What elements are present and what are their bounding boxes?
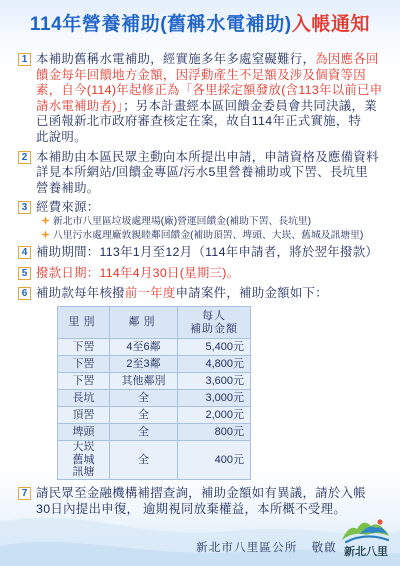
- item-1-line-6-text: 此說明。: [36, 129, 87, 144]
- item-5-text: [36, 266, 394, 282]
- table-row: [58, 390, 251, 407]
- table-row: [58, 424, 251, 441]
- subsidy-period: 補助期間：113年1月至12月（114年申請者，將於翌年撥款）: [36, 245, 379, 259]
- item-1-line-3: [36, 83, 394, 99]
- cell-neighborhood: 其他鄰別: [110, 373, 178, 390]
- item-7-line-2: 30日內提出申復， 逾期視同放棄權益，本所概不受理。: [36, 501, 347, 516]
- item-6-text-after: 申請案件，補助金額如下：: [175, 286, 328, 300]
- notice-item-6: [0, 286, 400, 302]
- cell-neighborhood: 全: [110, 407, 178, 424]
- header-amount: [178, 307, 251, 339]
- page-title: [0, 12, 400, 38]
- notice-item-3: [0, 200, 400, 241]
- item-1-line-4: [36, 99, 394, 115]
- cell-amount: 800元: [178, 424, 251, 441]
- office-name: 新北市八里區公所: [196, 542, 298, 554]
- table-row: [58, 339, 251, 356]
- item-1-line-6: [36, 130, 394, 146]
- item-2-line-3: 營養補助。: [36, 180, 100, 195]
- cell-village-line: 舊城: [72, 453, 95, 466]
- cell-village: 長坑: [58, 390, 110, 407]
- header-amount-line-2: 補助金額: [190, 322, 238, 335]
- item-number-badge: 2: [18, 151, 31, 164]
- notice-item-5: [0, 266, 400, 282]
- item-1-line-4-text: ；另本計畫經本區回饋金委員會共同決議，業: [123, 98, 377, 113]
- item-1-line-1: [36, 52, 394, 68]
- subsidy-amount-table: [57, 306, 251, 480]
- cell-neighborhood: 全: [110, 390, 178, 407]
- cell-amount: 3,000元: [178, 390, 251, 407]
- title-highlight: 入帳通知: [291, 14, 371, 35]
- item-6-line: [36, 286, 394, 302]
- item-1-line-2-highlight: 饋金每年回饋地方金額，因浮動產生不足額及涉及個資等因: [36, 67, 366, 82]
- cell-village: [58, 441, 110, 480]
- cell-neighborhood: 全: [110, 424, 178, 441]
- logo-text: 新北八里: [344, 546, 388, 558]
- table-row: [58, 407, 251, 424]
- item-1-line-4-highlight: 請水電補助者)」: [36, 98, 124, 113]
- table-row: [58, 373, 251, 390]
- item-4-text: [36, 245, 394, 261]
- payment-date: 撥款日期：114年4月30日(星期三)。: [36, 265, 240, 280]
- item-7-text: [36, 486, 394, 517]
- item-number-badge: 4: [18, 246, 31, 259]
- item-2-text: [36, 150, 394, 197]
- table-header-row: [58, 307, 251, 339]
- signature-line: [196, 541, 337, 555]
- closing-word: 敬啟: [311, 542, 338, 554]
- item-7-line-1: 請民眾至金融機構補摺查詢，補助金額如有異議，請於入帳: [36, 486, 366, 500]
- item-1-line-1-highlight: 為因應各回: [315, 52, 379, 66]
- cell-village: 下罟: [58, 339, 110, 356]
- cell-amount: 5,400元: [178, 339, 251, 356]
- item-1-line-3-highlight: 素，自今(114)年起修正為「各里採定額發放(含113年以前已申: [36, 83, 383, 98]
- item-6-highlight: 前一年度: [124, 286, 176, 300]
- funding-source-label: 經費來源：: [36, 200, 100, 214]
- star-bullet-icon: [41, 230, 50, 239]
- cell-neighborhood: 全: [110, 441, 178, 480]
- header-village: 里別: [58, 307, 110, 339]
- notice-item-4: [0, 245, 400, 261]
- item-2-line-2: 詳見本所網站/回饋金專區/污水5里營養補助或下罟、長坑里: [36, 165, 368, 180]
- table-row: [58, 356, 251, 373]
- item-1-line-5-text: 已函報新北市政府審查核定在案，故自114年正式實施，特: [36, 114, 362, 129]
- table-row: [58, 441, 251, 480]
- notice-item-7: [0, 486, 400, 516]
- item-number-badge: 5: [18, 267, 31, 280]
- cell-village-line: 訊塘: [72, 466, 95, 479]
- funding-source-text: 八里污水處理廠敦親睦鄰回饋金(補助頂罟、埤頭、大崁、舊城及訊塘里): [53, 230, 364, 241]
- item-number-badge: 6: [18, 287, 31, 300]
- header-amount-line-1: 每人: [202, 309, 226, 322]
- cell-amount: 4,800元: [178, 356, 251, 373]
- item-2-line-1: 本補助由本區民眾主動向本所提出申請，申請資格及應備資料: [36, 149, 379, 164]
- list-item: [41, 215, 395, 229]
- cell-village: 頂罟: [58, 407, 110, 424]
- item-1-line-5: [36, 114, 394, 130]
- header-neighborhood: 鄰別: [110, 307, 178, 339]
- item-1-line-1-text: 本補助舊稱水電補助，經實施多年多處窒礙難行，: [36, 52, 316, 66]
- cell-amount: 3,600元: [178, 373, 251, 390]
- cell-neighborhood: 2至3鄰: [110, 356, 178, 373]
- item-number-badge: 1: [18, 53, 31, 66]
- item-number-badge: 7: [18, 487, 31, 500]
- item-number-badge: 3: [18, 201, 31, 214]
- list-item: [41, 229, 395, 243]
- cell-village-line: 大崁: [72, 441, 95, 454]
- star-bullet-icon: [41, 216, 50, 225]
- cell-village: 埤頭: [58, 424, 110, 441]
- funding-source-list: [41, 215, 395, 243]
- cell-village: 下罟: [58, 356, 110, 373]
- item-3-text: [36, 200, 394, 216]
- cell-amount: 2,000元: [178, 407, 251, 424]
- title-main: 114年營養補助(舊稱水電補助): [29, 14, 292, 35]
- item-6-text-before: 補助款每年核撥: [36, 286, 125, 300]
- cell-amount: 400元: [178, 441, 251, 480]
- notice-item-2: [0, 149, 400, 195]
- item-6-text: [36, 286, 394, 302]
- notice-item-1: [0, 52, 400, 144]
- cell-neighborhood: 4至6鄰: [110, 339, 178, 356]
- item-1-line-2: [36, 68, 394, 84]
- funding-source-text: 新北市八里區垃圾處理場(廠)營運回饋金(補助下罟、長坑里): [53, 216, 311, 227]
- mountain-logo-icon: [336, 514, 396, 564]
- item-1-text: [36, 52, 394, 146]
- cell-village: 下罟: [58, 373, 110, 390]
